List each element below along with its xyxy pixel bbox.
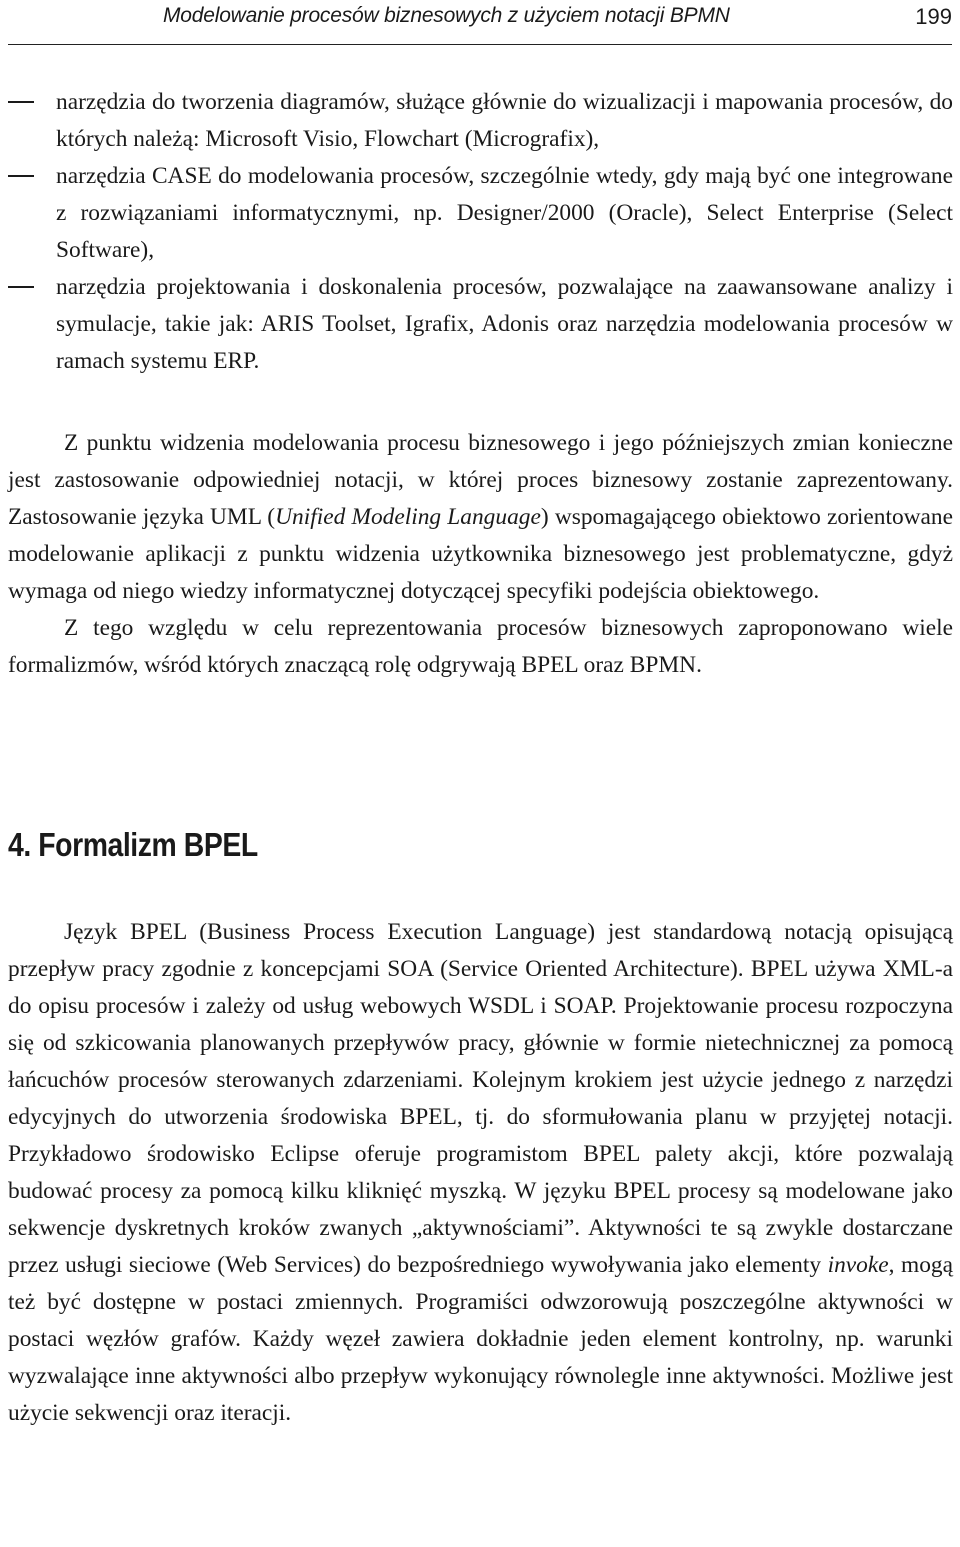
paragraph-text: Z tego względu w celu reprezentowania procesów biznesowych zaproponowano wiele formalizmów, wśród których znaczącą rolę odgrywają BPEL oraz BPMN. xyxy=(8,615,953,678)
dash-bullet-icon xyxy=(8,101,34,103)
list-item xyxy=(8,158,953,269)
dash-bullet-icon xyxy=(8,286,34,288)
list-item-text: narzędzia CASE do modelowania procesów, szczególnie wtedy, gdy mają być one integrowane z rozwiązaniami informatycznymi, np. Designer/2000 (Oracle), Select Enterprise (Select Software), xyxy=(56,163,953,263)
paragraph-italic-term: Unified Modeling Language xyxy=(275,504,541,530)
paragraph-italic-term: invoke xyxy=(827,1252,889,1278)
intro-paragraphs xyxy=(8,425,953,684)
list-item-text: narzędzia do tworzenia diagramów, służące głównie do wizualizacji i mapowania procesów, do których należą: Microsoft Visio, Flowchart (Micrografix), xyxy=(56,89,953,152)
paragraph-bpel xyxy=(8,914,953,1432)
section-heading: 4. Formalizm BPEL xyxy=(8,826,258,863)
tool-list xyxy=(8,84,953,380)
paragraph-text: ) wspomagającego obiektowo zorientowane modelowanie aplikacji z punktu widzenia użytkownika biznesowego jest problematyczne, gdyż wymaga od niego wiedzy informatycznej dotyczącej specyfiki podejścia obiektowego. xyxy=(8,504,954,604)
running-header xyxy=(8,0,952,45)
dash-bullet-icon xyxy=(8,175,34,177)
paragraph-text: Język BPEL (Business Process Execution Language) jest standardową notacją opisującą przepływ pracy zgodnie z koncepcjami SOA (Service Oriented Architecture). BPEL używa XML-a do opisu procesów i zależy od usług webowych WSDL i SOAP. Projektowanie procesu rozpoczyna się od szkicowania planowanych przepływów pracy, głównie w formie nietechnicznej za pomocą łańcuchów procesów sterowanych zdarzeniami. Kolejnym krokiem jest użycie jednego z narzędzi edycyjnych do utworzenia środowiska BPEL, tj. do sformułowania planu w przyjętej notacji. Przykładowo środowisko Eclipse oferuje programistom BPEL palety akcji, które pozwalają budować procesy za pomocą kilku kliknięć myszką. W języku BPEL procesy są modelowane jako sekwencje dyskretnych kroków zwanych „aktywnościami”. Aktywności te są zwykle dostarczane przez usługi sieciowe (Web Services) do bezpośredniego wywoływania jako elementy xyxy=(8,919,953,1278)
paragraph-text: , mogą też być dostępne w postaci zmiennych. Programiści odwzorowują poszczególne aktywności w postaci węzłów grafów. Każdy węzeł zawiera dokładnie jeden element kontrolny, np. warunki wyzwalające inne aktywności albo przepływ wykonujący równolegle inne aktywności. Możliwe jest użycie sekwencji oraz iteracji. xyxy=(8,1252,953,1426)
paragraph-text: Z punktu widzenia modelowania procesu biznesowego i jego późniejszych zmian konieczne jest zastosowanie odpowiedniej notacji, w której proces biznesowy zostanie zaprezentowany. Zastosowanie języka UML ( xyxy=(8,430,953,530)
list-item xyxy=(8,269,953,380)
page-number: 199 xyxy=(915,4,952,29)
section-body xyxy=(8,914,953,1432)
running-title: Modelowanie procesów biznesowych z użyciem notacji BPMN xyxy=(163,4,730,27)
list-item xyxy=(8,84,953,158)
paragraph-notation xyxy=(8,425,953,610)
list-item-text: narzędzia projektowania i doskonalenia procesów, pozwalające na zaawansowane analizy i symulacje, takie jak: ARIS Toolset, Igrafix, Adonis oraz narzędzia modelowania procesów w ramach systemu ERP. xyxy=(56,274,953,374)
paragraph-formalisms xyxy=(8,610,953,684)
